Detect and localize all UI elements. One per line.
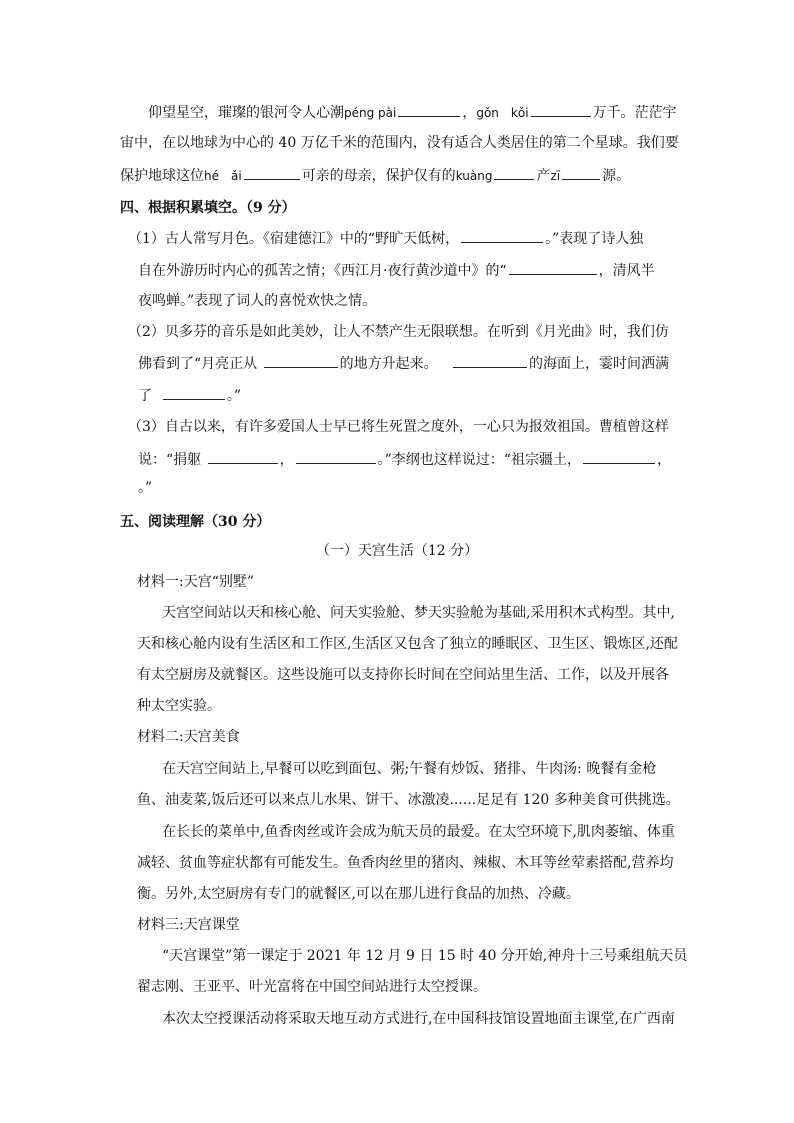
answer-blank[interactable] xyxy=(531,102,591,117)
question-3-line-2: 说：“捐躯 ， 。”李纲也这样说过：“祖宗疆土， ， xyxy=(0,449,794,469)
question-1-line-3: 夜鸣蝉。”表现了词人的喜悦欢快之情。 xyxy=(138,293,377,309)
answer-blank[interactable] xyxy=(264,353,338,368)
paragraph-line: 天和核心舱内设有生活区和工作区,生活区又包含了独立的睡眠区、卫生区、锻炼区,还配 xyxy=(137,636,678,652)
answer-blank[interactable] xyxy=(398,102,460,117)
question-2-line-2: 佛看到了“月亮正从 的地方升起来。 的海面上，霎时间洒满 xyxy=(0,353,794,373)
material-1-title: 材料一:天宫“别墅” xyxy=(137,574,255,590)
section-4-heading: 四、根据积累填空。（9 分） xyxy=(120,200,296,216)
question-2-line-3: 了 。” xyxy=(0,385,794,405)
material-3-title: 材料三:天宫课堂 xyxy=(137,917,240,933)
answer-blank[interactable] xyxy=(461,228,543,243)
answer-blank[interactable] xyxy=(296,449,376,464)
answer-blank[interactable] xyxy=(562,165,600,180)
paragraph-line: 种太空实验。 xyxy=(137,698,221,714)
fill-pinyin-line-3: 保护地球这位hé ǎi 可亲的母亲，保护仅有的kuàng 产zī 源。 xyxy=(0,165,794,185)
answer-blank[interactable] xyxy=(494,165,534,180)
question-3-line-1: （3）自古以来，有许多爱国人士早已将生死置之度外，一心只为报效祖国。曹植曾这样 xyxy=(128,419,669,435)
paragraph-line: 天宫空间站以天和核心舱、问天实验舱、梦天实验舱为基础,采用积木式构型。其中, xyxy=(162,605,675,621)
answer-blank[interactable] xyxy=(163,385,225,400)
answer-blank[interactable] xyxy=(208,449,278,464)
answer-blank[interactable] xyxy=(509,260,597,275)
paragraph-line: 本次太空授课活动将采取天地互动方式进行,在中国科技馆设置地面主课堂,在广西南 xyxy=(162,1011,675,1027)
question-1-line-1: （1）古人常写月色。《宿建德江》中的“野旷天低树， 。”表现了诗人独 xyxy=(0,228,794,248)
paragraph-line: 翟志刚、王亚平、叶光富将在中国空间站进行太空授课。 xyxy=(137,979,487,995)
answer-blank[interactable] xyxy=(453,353,527,368)
pinyin-zi: zī xyxy=(550,169,561,183)
paragraph-line: 有太空厨房及就餐区。这些设施可以支持你长时间在空间站里生活、工作，以及开展各 xyxy=(137,667,669,683)
pinyin-heai: hé ǎi xyxy=(204,169,242,183)
fill-pinyin-line-1: 仰望星空，璀璨的银河令人心潮péng pài ，gǒn kǒi 万千。茫茫宇 xyxy=(0,102,794,122)
question-1-line-2: 自在外游历时内心的孤苦之情；《西江月·夜行黄沙道中》的“ ，清风半 xyxy=(0,260,794,280)
paragraph-line: “天宫课堂”第一课定于 2021 年 12 月 9 日 15 时 40 分开始,神舟十三号乘组航天员 xyxy=(162,948,688,964)
question-3-line-3: 。” xyxy=(138,480,153,496)
pinyin-kuang: kuàng xyxy=(455,169,493,183)
pinyin-pengpai: péng pài xyxy=(344,106,397,120)
section-5-heading: 五、阅读理解（30 分） xyxy=(120,514,271,530)
paragraph-line: 在天宫空间站上,早餐可以吃到面包、粥;午餐有炒饭、猪排、牛肉汤: 晚餐有金枪 xyxy=(162,761,657,777)
reading-part-title: （一）天宫生活（12 分） xyxy=(315,543,479,559)
paragraph-line: 在长长的菜单中,鱼香肉丝或许会成为航天员的最爱。在太空环境下,肌肉萎缩、体重 xyxy=(162,824,675,840)
paragraph-line: 衡。另外,太空厨房有专门的就餐区,可以在那儿进行食品的加热、冷藏。 xyxy=(137,886,580,902)
material-2-title: 材料二:天宫美食 xyxy=(137,729,240,745)
answer-blank[interactable] xyxy=(244,165,300,180)
paragraph-line: 鱼、油麦菜,饭后还可以来点儿水果、饼干、冰激凌......足足有 120 多种美食可供挑选。 xyxy=(137,792,680,808)
answer-blank[interactable] xyxy=(583,449,655,464)
question-2-line-1: （2）贝多芬的音乐是如此美妙，让人不禁产生无限联想。在听到《月光曲》时，我们仿 xyxy=(128,324,669,340)
pinyin-gankai: gǒn kǒi xyxy=(476,106,529,120)
paragraph-line: 宙中，在以地球为中心的 40 万亿千米的范围内，没有适合人类居住的第二个星球。我们要 xyxy=(120,135,679,151)
paragraph-line: 减轻、贫血等症状都有可能发生。鱼香肉丝里的猪肉、辣椒、木耳等丝荤素搭配,营养均 xyxy=(137,855,674,871)
